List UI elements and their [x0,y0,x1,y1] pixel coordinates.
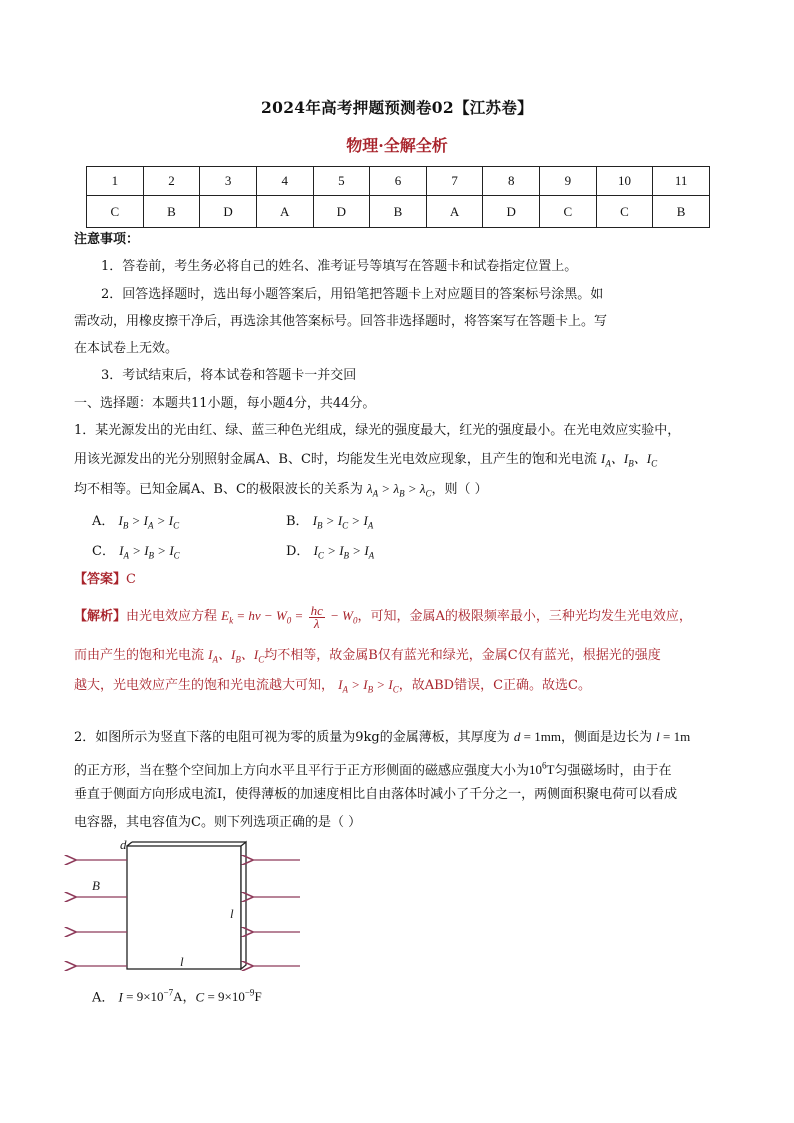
q1-option-c-label: C． [92,544,115,559]
q1-option-c-formula: $I_A > I_B > I_C$ [119,543,180,561]
q1-option-a [92,511,179,536]
q1-analysis-line-3-text: 越大，光电效应产生的饱和光电流越大可知， [74,678,335,693]
answer-cell: A [426,196,483,228]
q1-analysis-line-2 [74,645,661,670]
q1-answer [74,570,136,590]
q1-wavelength-formula: $\lambda_A > \lambda_B > \lambda_C$ [367,481,432,499]
q2-stem-line-4: 电容器，其电容值为C。则下列选项正确的是（ ） [74,815,362,830]
answer-cell: D [200,196,257,228]
q1-analysis-line-1-tail: ，可知，金属A的极限频率最小，三种光均发生光电效应， [357,609,692,624]
q1-stem-line-2 [74,449,657,474]
question-number-cell: 9 [540,167,597,196]
page-title: 2024年高考押题预测卷02【江苏卷】 [261,98,533,117]
question-number-cell: 4 [256,167,313,196]
q1-stem-line-3-text: 均不相等。已知金属A、B、C的极限波长的关系为 [74,482,363,497]
notice-heading: 注意事项： [74,232,140,247]
q1-option-a-label: A． [92,514,115,529]
q1-stem-line-2-text: 用该光源发出的光分别照射金属A、B、C时，均能发生光电效应现象，且产生的饱和光电流 [74,452,597,467]
question-number-cell: 10 [596,167,653,196]
section-1-heading: 一、选择题：本题共11小题，每小题4分，共44分。 [74,396,376,411]
question-number-cell: 5 [313,167,370,196]
q1-option-a-formula: $I_B > I_A > I_C$ [118,513,180,531]
answer-table-number-row [87,167,710,196]
q2-option-a-formula: I [118,989,123,1005]
q1-analysis-line-2-text: 而由产生的饱和光电流 [74,648,205,663]
q2-option-a: A． $I = 9\times 10^{-7}A$，$C = 9\times 10^{-9}F$ [92,988,262,1006]
q2-stem-line-1-mid: ，侧面是边长为 [560,730,652,745]
question-number-cell: 8 [483,167,540,196]
q1-stem-line-3-tail: ，则（ ） [431,482,488,497]
q2-stem-line-1: 2．如图所示为竖直下落的电阻可视为零的质量为9kg的金属薄板，其厚度为 d = 1mm，侧面是边长为 l = 1m [74,729,691,745]
q1-option-d-label: D． [286,544,310,559]
q2-option-a-label: A． [92,990,115,1006]
q1-photoelectric-equation: $E_k = h\nu - W_0$ = $\frac{hc}{\lambda}$ − $W_0$ [221,602,358,631]
q2-plate [127,842,246,969]
answer-cell: C [540,196,597,228]
q1-analysis-line-1-text: 由光电效应方程 [126,609,218,624]
answer-cell: A [256,196,313,228]
q1-stem-line-3 [74,479,488,504]
q2-figure-label-l-bottom: l [180,954,184,969]
q2-stem-line-2 [74,756,671,781]
answer-cell: C [87,196,144,228]
q2-figure-label-l-side: l [230,906,234,921]
answer-cell: B [653,196,710,228]
notice-item-2-line-1: 2．回答选择题时，选出每小题答案后，用铅笔把答题卡上对应题目的答案标号涂黑。如 [101,287,604,302]
q2-stem-line-2-text: 的正方形，当在整个空间加上方向水平且平行于正方形侧面的磁感应强度大小为 [74,763,530,779]
q1-option-b-formula: $I_B > I_C > I_A$ [312,513,374,531]
notice-item-2-line-2: 需改动，用橡皮擦干净后，再选涂其他答案标号。回答非选择题时，将答案写在答题卡上。写 [74,314,608,329]
q1-option-b [286,511,373,536]
answer-cell: D [483,196,540,228]
q2-stem-line-2-tail: 匀强磁场时，由于在 [554,763,672,779]
q1-analysis-conclusion-formula: $I_A > I_B > I_C$ [338,677,399,695]
notice-item-2-line-3: 在本试卷上无效。 [74,341,179,356]
answer-cell: D [313,196,370,228]
answer-cell: C [596,196,653,228]
q1-analysis-line-1 [74,603,692,634]
question-number-cell: 2 [143,167,200,196]
q1-analysis-label: 【解析】 [74,609,127,624]
q1-option-c [92,541,180,566]
q1-analysis-line-2-tail: 均不相等，故金属B仅有蓝光和绿光，金属C仅有蓝光，根据光的强度 [264,648,661,663]
notice-item-1: 1．答卷前，考生务必将自己的姓名、准考证号等填写在答题卡和试卷指定位置上。 [101,259,578,274]
q1-answer-label: 【答案】 [74,572,127,587]
question-number-cell: 6 [370,167,427,196]
answer-table-answer-row [87,196,710,228]
question-number-cell: 11 [653,167,710,196]
question-number-cell: 3 [200,167,257,196]
question-number-cell: 1 [87,167,144,196]
page-subtitle: 物理·全解全析 [346,136,448,155]
notice-item-3: 3．考试结束后，将本试卷和答题卡一并交回 [101,368,357,383]
q1-option-b-label: B． [286,514,309,529]
q1-analysis-currents: $I_A$、$I_B$、$I_C$ [208,647,265,665]
q2-field-value: $10^6T$ [529,761,555,778]
q2-figure-label-d: d [120,837,127,852]
question-number-cell: 7 [426,167,483,196]
answer-cell: B [143,196,200,228]
q1-option-d-formula: $I_C > I_B > I_A$ [313,543,375,561]
q1-analysis-line-3 [74,675,591,700]
q2-stem-line-1-text: 2．如图所示为竖直下落的电阻可视为零的质量为9kg的金属薄板，其厚度为 [74,730,510,745]
q1-answer-value: C [126,572,136,587]
q2-figure-label-b: B [92,878,100,893]
q1-analysis-line-3-tail: ，故ABD错误，C正确。故选C。 [398,678,591,693]
answer-table [86,166,710,228]
q1-stem-line-1: 1．某光源发出的光由红、绿、蓝三种色光组成，绿光的强度最大，红光的强度最小。在光电效应实验中， [74,423,681,438]
q2-figure [60,836,320,981]
q2-thickness-formula: d [513,729,521,744]
q2-stem-line-3: 垂直于侧面方向形成电流I，使得薄板的加速度相比自由落体时减小了千分之一，两侧面积聚电荷可以看成 [74,787,678,802]
q2-side-formula: l [656,729,660,744]
q1-option-d [286,541,374,566]
q1-currents-formula: $I_A$、$I_B$、$I_C$ [601,451,658,469]
answer-cell: B [370,196,427,228]
